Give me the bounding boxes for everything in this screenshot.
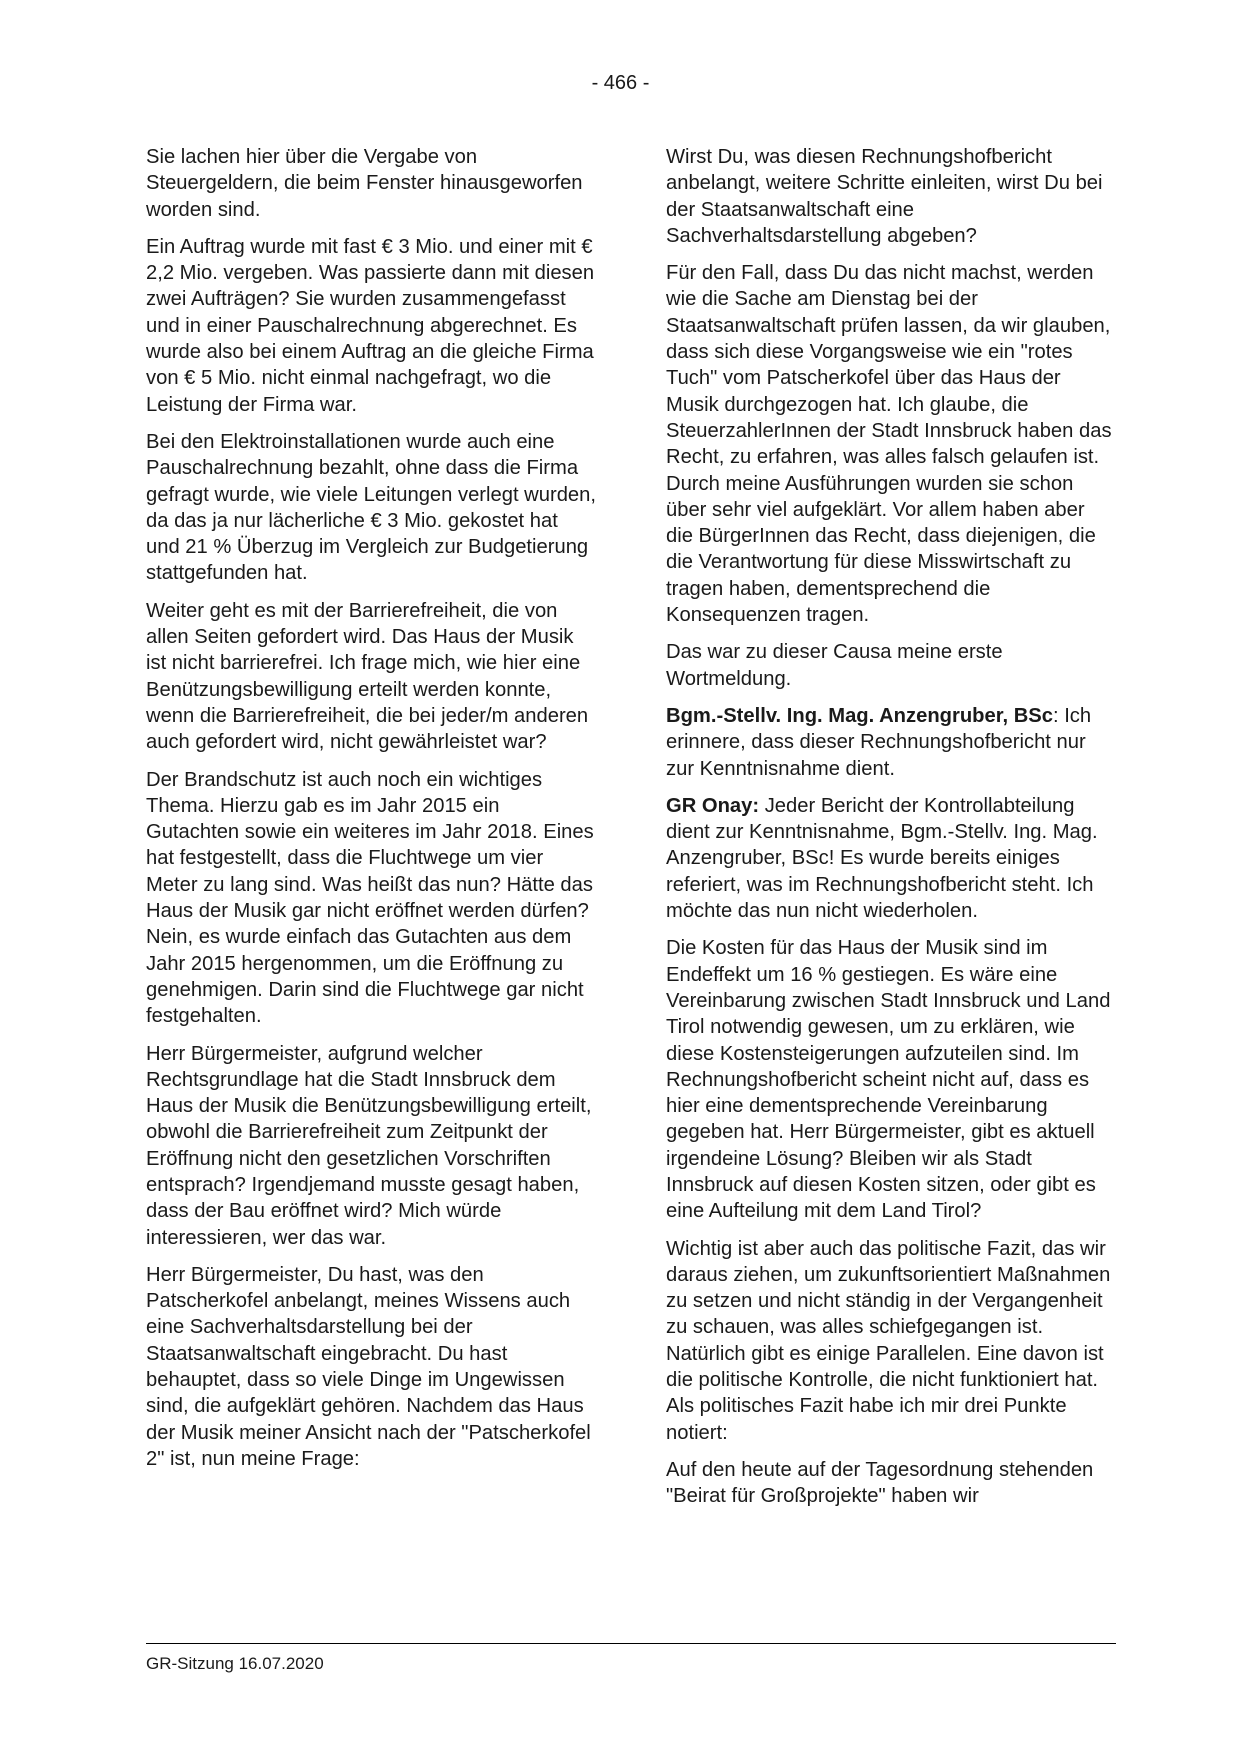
speaker-paragraph xyxy=(666,793,1116,924)
speaker-paragraph xyxy=(666,703,1116,782)
paragraph: Das war zu dieser Causa meine erste Wortmeldung. xyxy=(666,641,1003,690)
paragraph: Herr Bürgermeister, Du hast, was den Patscherkofel anbelangt, meines Wissens auch eine Sachverhaltsdarstellung bei der Staatsanwaltschaft eingebracht. Du hast behauptet, dass so viele Dinge im Ungewissen sind, die aufgeklärt gehören. Nachdem das Haus der Musik meiner Ansicht nach der "Patscherkofel 2" ist, nun meine Frage: xyxy=(146,1263,591,1470)
page-number: - 466 - xyxy=(591,72,650,94)
speaker-name: GR Onay: xyxy=(666,794,760,817)
paragraph: Die Kosten für das Haus der Musik sind im Endeffekt um 16 % gestiegen. Es wäre eine Vereinbarung zwischen Stadt Innsbruck und Land Tirol notwendig gewesen, um zu erklären, wie diese Kostensteigerungen aufzuteilen sind. Im Rechnungshofbericht scheint nicht auf, dass es hier eine dementsprechende Vereinbarung gegeben hat. Herr Bürgermeister, gibt es aktuell irgendeine Lösung? Bleiben wir als Stadt Innsbruck auf diesen Kosten sitzen, oder gibt es eine Aufteilung mit dem Land Tirol? xyxy=(666,937,1111,1223)
paragraph: Auf den heute auf der Tagesordnung stehenden "Beirat für Großprojekte" haben wir xyxy=(666,1458,1094,1508)
paragraph: Sie lachen hier über die Vergabe von Steuergeldern, die beim Fenster hinausgeworfen worden sind. xyxy=(146,146,583,221)
speaker-text: Jeder Bericht der Kontrollabteilung dient zur Kenntnisnahme, Bgm.-Stellv. Ing. Mag. Anzengruber, BSc! Es wurde bereits einiges referiert, was im Rechnungshofbericht steht. Ich möchte das nun nicht wiederholen. xyxy=(666,794,1098,923)
paragraph: Wichtig ist aber auch das politische Fazit, das wir daraus ziehen, um zukunftsorientiert Maßnahmen zu setzen und nicht ständig in der Vergangenheit zu schauen, was alles schiefgegangen ist. Natürlich gibt es einige Parallelen. Eine davon ist die politische Kontrolle, die nicht funktioniert hat. Als politisches Fazit habe ich mir drei Punkte notiert: xyxy=(666,1237,1111,1444)
paragraph: Herr Bürgermeister, aufgrund welcher Rechtsgrundlage hat die Stadt Innsbruck dem Haus der Musik die Benützungsbewilligung erteilt, obwohl die Barrierefreiheit zum Zeitpunkt der Eröffnung nicht den gesetzlichen Vorschriften entsprach? Irgendjemand musste gesagt haben, dass der Bau eröffnet wird? Mich würde interessieren, wer das war. xyxy=(146,1042,592,1249)
footer-divider xyxy=(146,1643,1116,1644)
paragraph: Für den Fall, dass Du das nicht machst, werden wie die Sache am Dienstag bei der Staatsanwaltschaft prüfen lassen, da wir glauben, dass sich diese Vorgangsweise wie ein "rotes Tuch" vom Patscherkofel über das Haus der Musik durchgezogen hat. Ich glaube, die SteuerzahlerInnen der Stadt Innsbruck haben das Recht, zu erfahren, was alles falsch gelaufen ist. Durch meine Ausführungen wurden sie schon über sehr viel aufgeklärt. Vor allem haben aber die BürgerInnen das Recht, dass diejenigen, die die Verantwortung für diese Misswirtschaft zu tragen haben, dementsprechend die Konsequenzen tragen. xyxy=(666,262,1112,627)
footer-text: GR-Sitzung 16.07.2020 xyxy=(146,1654,324,1673)
paragraph: Der Brandschutz ist auch noch ein wichtiges Thema. Hierzu gab es im Jahr 2015 ein Gutachten sowie ein weiteres im Jahr 2018. Eines hat festgestellt, dass die Fluchtwege um vier Meter zu lang sind. Was heißt das nun? Hätte das Haus der Musik gar nicht eröffnet werden dürfen? Nein, es wurde einfach das Gutachten aus dem Jahr 2015 hergenommen, um die Eröffnung zu genehmigen. Darin sind die Fluchtwege gar nicht festgehalten. xyxy=(146,768,594,1028)
paragraph: Wirst Du, was diesen Rechnungshofbericht anbelangt, weitere Schritte einleiten, wirst Du bei der Staatsanwaltschaft eine Sachverhaltsdarstellung abgeben? xyxy=(666,146,1103,247)
paragraph: Weiter geht es mit der Barrierefreiheit, die von allen Seiten gefordert wird. Das Haus der Musik ist nicht barrierefrei. Ich frage mich, wie hier eine Benützungsbewilligung erteilt werden konnte, wenn die Barrierefreiheit, die bei jeder/m anderen auch gefordert wird, nicht gewährleistet war? xyxy=(146,599,589,754)
paragraph: Bei den Elektroinstallationen wurde auch eine Pauschalrechnung bezahlt, ohne dass die Firma gefragt wurde, wie viele Leitungen verlegt wurden, da das ja nur lächerliche € 3 Mio. gekostet hat und 21 % Überzug im Vergleich zur Budgetierung stattgefunden hat. xyxy=(146,430,596,585)
speaker-text: : Ich erinnere, dass dieser Rechnungshofbericht nur zur Kenntnisnahme dient. xyxy=(666,704,1092,780)
right-column xyxy=(666,144,1116,1521)
paragraph: Ein Auftrag wurde mit fast € 3 Mio. und einer mit € 2,2 Mio. vergeben. Was passierte dann mit diesen zwei Aufträgen? Sie wurden zusammengefasst und in einer Pauschalrechnung abgerechnet. Es wurde also bei einem Auftrag an die gleiche Firma von € 5 Mio. nicht einmal nachgefragt, wo die Leistung der Firma war. xyxy=(146,235,595,416)
speaker-name: Bgm.-Stellv. Ing. Mag. Anzengruber, BSc xyxy=(666,704,1053,727)
left-column xyxy=(146,144,596,1483)
